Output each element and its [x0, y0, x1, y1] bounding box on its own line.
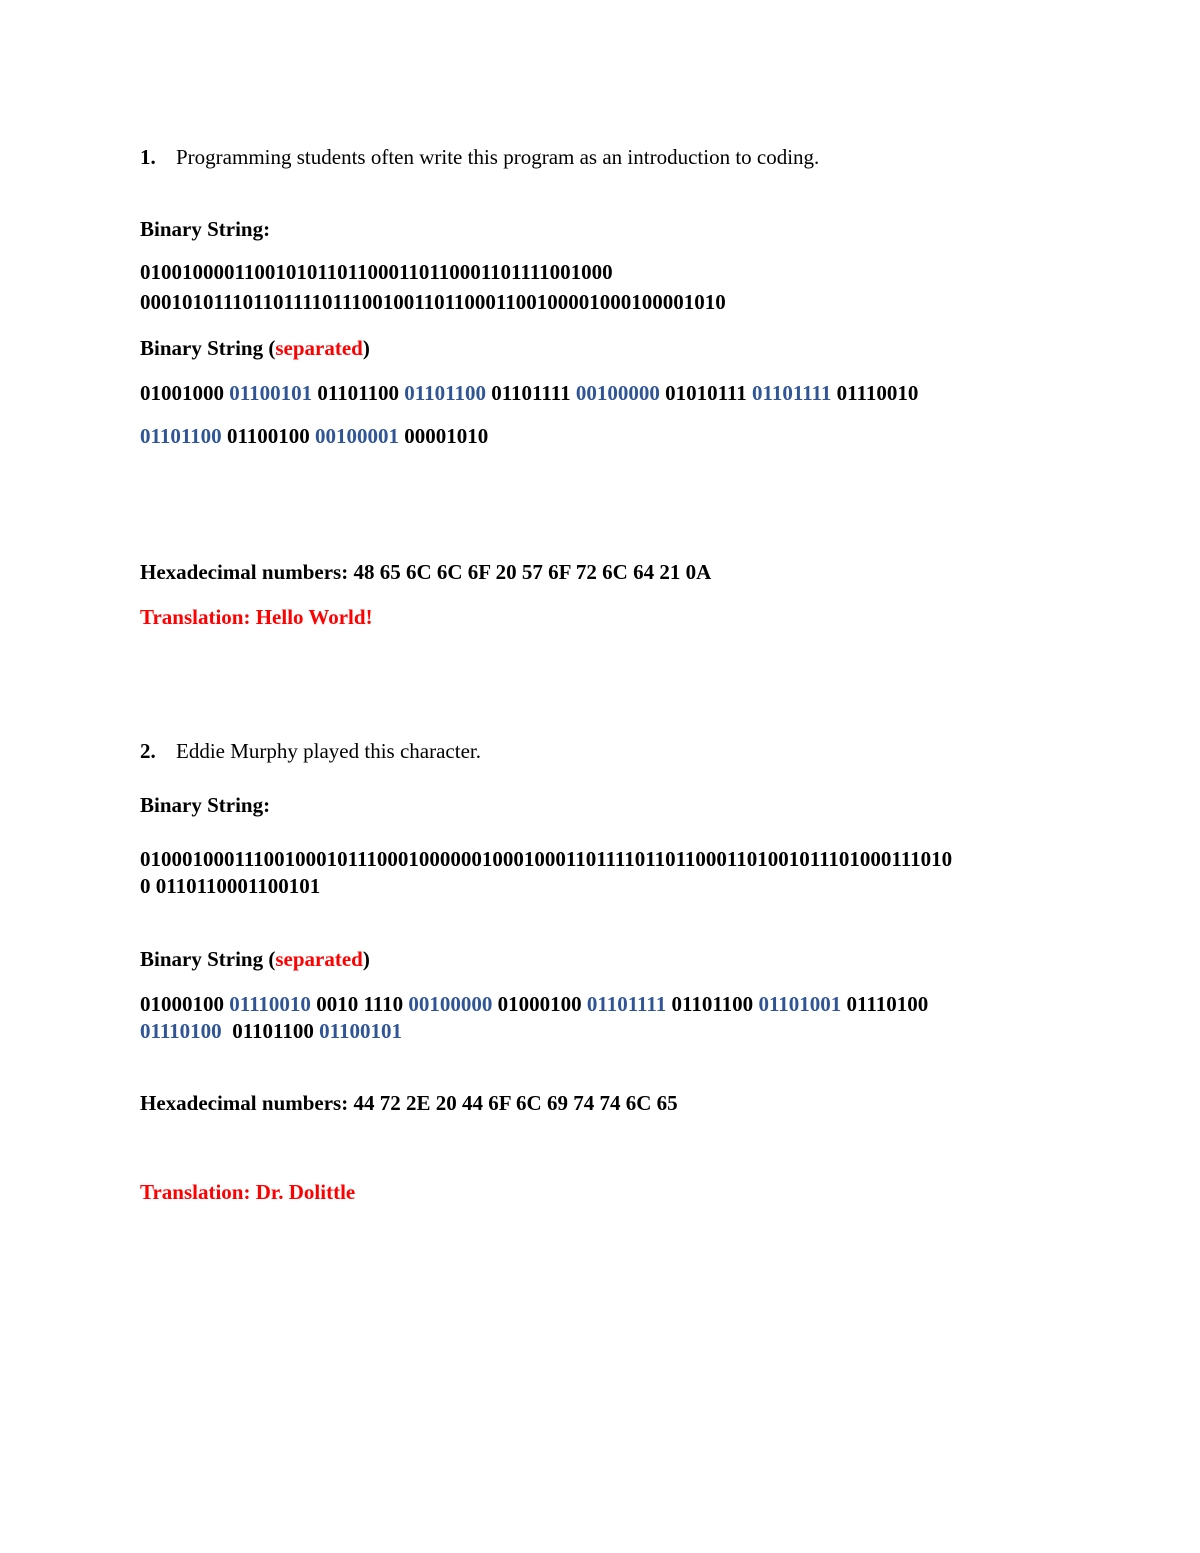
q1-separated-line-1	[140, 380, 918, 406]
q1-binary-label: Binary String:	[140, 217, 271, 241]
q1-separated-label	[140, 335, 370, 361]
q2-separated-label-pre: Binary String (	[140, 947, 276, 971]
q2-separated-label-word: separated	[275, 947, 363, 971]
q1-prompt: Programming students often write this program as an introduction to coding.	[176, 145, 820, 169]
q1-separated-label-word: separated	[275, 336, 363, 360]
q1-number: 1.	[140, 145, 156, 169]
q1-byte: 00100001	[315, 424, 400, 448]
q2-byte: 01110100	[846, 992, 929, 1016]
q1-separated-label-post: )	[362, 336, 370, 360]
q2-byte: 01000100	[497, 992, 582, 1016]
q2-binary-label: Binary String:	[140, 793, 271, 817]
q2-separated-line-1	[140, 991, 928, 1017]
q1-binary-line-1: 0100100001100101011011000110110001101111001000	[140, 260, 613, 284]
q2-byte: 01000100	[140, 992, 224, 1016]
q1-byte: 01100101	[229, 381, 313, 405]
q2-byte: 01101100	[226, 1019, 314, 1043]
q1-byte: 01110010	[836, 381, 919, 405]
q2-byte: 01100101	[319, 1019, 402, 1043]
q2-prompt: Eddie Murphy played this character.	[176, 739, 481, 763]
q1-byte: 01001000	[140, 381, 224, 405]
q1-byte: 01101100	[317, 381, 400, 405]
q1-byte: 01101111	[491, 381, 571, 405]
q2-separated-label-post: )	[362, 947, 370, 971]
q2-number: 2.	[140, 739, 156, 763]
q2-byte: 01101111	[586, 992, 667, 1016]
q1-binary-line-2: 000101011101101111011100100110110001100100001000100001010	[140, 290, 726, 314]
q1-byte: 01101100	[404, 381, 486, 405]
q2-binary-line-2: 0 0110110001100101	[140, 874, 321, 898]
q1-byte: 01101111	[752, 381, 832, 405]
q2-byte: 01101001	[758, 992, 842, 1016]
q2-byte: 0010 1110	[316, 992, 404, 1016]
q2-byte: 01110100	[140, 1019, 222, 1043]
q1-byte: 01101100	[140, 424, 222, 448]
q1-byte: 00100000	[575, 381, 660, 405]
q2-separated-label	[140, 946, 370, 972]
q2-translation: Translation: Dr. Dolittle	[140, 1180, 356, 1204]
q1-translation: Translation: Hello World!	[140, 605, 373, 629]
q1-hex: Hexadecimal numbers: 48 65 6C 6C 6F 20 57 6F 72 6C 64 21 0A	[140, 560, 712, 584]
q1-separated-label-pre: Binary String (	[140, 336, 276, 360]
q2-binary-line-1: 0100010001110010001011100010000001000100011011110110110001101001011101000111010	[140, 847, 953, 871]
q1-byte: 01100100	[226, 424, 310, 448]
q2-byte: 01101100	[671, 992, 754, 1016]
q1-byte: 01010111	[665, 381, 747, 405]
q2-byte: 01110010	[229, 992, 311, 1016]
q2-separated-line-2	[140, 1018, 402, 1044]
q1-prompt-line	[140, 144, 819, 170]
q1-separated-line-2	[140, 423, 488, 449]
q2-byte: 00100000	[408, 992, 493, 1016]
q2-hex: Hexadecimal numbers: 44 72 2E 20 44 6F 6C 69 74 74 6C 65	[140, 1091, 678, 1115]
q1-byte: 00001010	[404, 424, 489, 448]
q2-prompt-line	[140, 738, 481, 764]
